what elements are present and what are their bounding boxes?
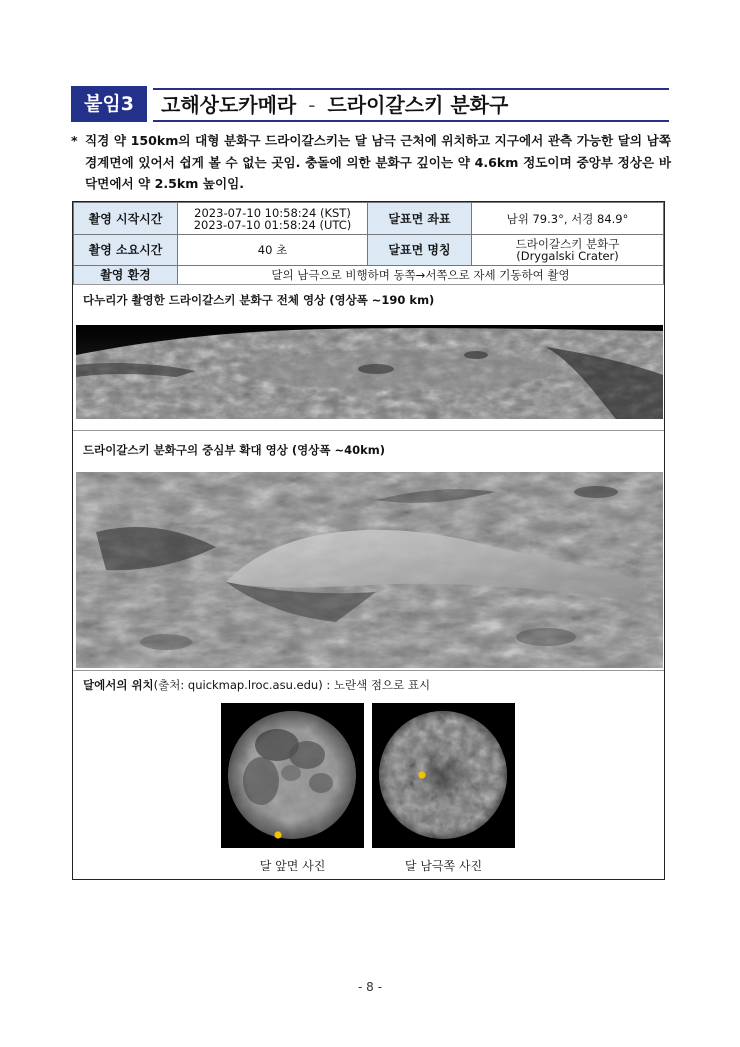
- section-header: [71, 86, 669, 123]
- location-marker: [418, 771, 425, 778]
- caption-near-side: 달 앞면 사진: [259, 859, 326, 873]
- env-value: 달의 남극으로 비행하며 동쪽→서쪽으로 자세 기동하여 촬영: [178, 266, 664, 285]
- note-text: 직경 약 150km의 대형 분화구 드라이갈스키는 달 남극 근처에 위치하고 지구에서 관측 가능한 달의 남쪽 경계면에 있어서 쉽게 볼 수 없는 곳임. 충돌에 의한 분화구 깊이는 약 4.6km 정도이며 중앙부 정상은 바닥면에서 약 2.5km 높이임.: [85, 133, 671, 191]
- start-time-label: 촬영 시작시간: [74, 203, 178, 235]
- start-time-utc: 2023-07-10 01:58:24 (UTC): [193, 217, 352, 232]
- observation-info-table: [73, 202, 664, 285]
- duration-label: 촬영 소요시간: [74, 235, 178, 266]
- coords-label: 달표면 좌표: [368, 203, 472, 235]
- central-peak-image: [76, 472, 663, 668]
- start-time-kst: 2023-07-10 10:58:24 (KST): [194, 205, 351, 220]
- crater-note: [71, 130, 671, 195]
- env-label: 촬영 환경: [74, 266, 178, 285]
- zoom-view-label: 드라이갈스키 분화구의 중심부 확대 영상 (영상폭 ~40km): [83, 443, 385, 457]
- full-crater-image: [76, 325, 663, 419]
- name-value: [472, 235, 664, 266]
- note-marker: *: [71, 133, 78, 148]
- duration-value: 40 초: [178, 235, 368, 266]
- moon-south-pole-image: [372, 703, 515, 848]
- title-separator: -: [308, 93, 316, 117]
- name-value-ko: 드라이갈스키 분화구: [515, 237, 620, 251]
- divider: [73, 670, 664, 671]
- observation-frame: [72, 201, 665, 880]
- start-time-value: [178, 203, 368, 235]
- location-label-bold: 달에서의 위치: [83, 678, 154, 692]
- coords-value: 남위 79.3°, 서경 84.9°: [472, 203, 664, 235]
- location-label: [83, 677, 430, 693]
- full-view-label: 다누리가 촬영한 드라이갈스키 분화구 전체 영상 (영상폭 ~190 km): [83, 293, 435, 307]
- title-left: 고해상도카메라: [161, 93, 297, 117]
- attachment-badge: 붙임3: [71, 86, 147, 122]
- name-value-en: (Drygalski Crater): [516, 249, 619, 263]
- divider: [73, 284, 664, 285]
- page-title: [153, 88, 669, 122]
- location-label-source: (출처: quickmap.lroc.asu.edu) : 노란색 점으로 표시: [153, 678, 431, 692]
- location-marker: [274, 831, 281, 838]
- title-right: 드라이갈스키 분화구: [327, 93, 509, 117]
- moon-near-side-image: [221, 703, 364, 848]
- caption-south-pole: 달 남극쪽 사진: [404, 859, 483, 873]
- name-label: 달표면 명칭: [368, 235, 472, 266]
- page-number: - 8 -: [358, 980, 382, 994]
- divider: [73, 430, 664, 431]
